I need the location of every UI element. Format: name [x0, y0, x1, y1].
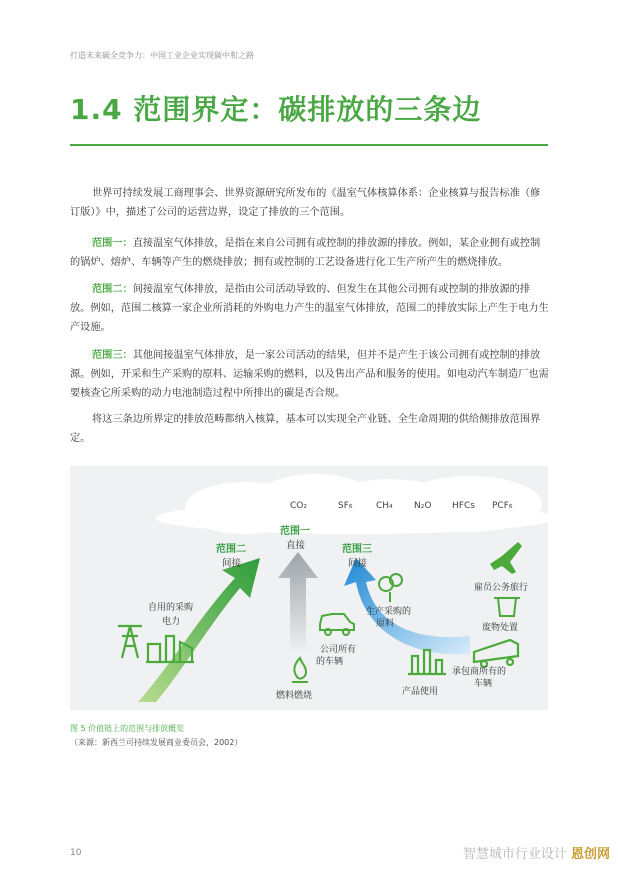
- item-purchased-materials-line1: 生产采购的: [366, 607, 412, 617]
- gas-n2o: N₂O: [414, 501, 432, 511]
- paragraph-intro: [70, 184, 550, 222]
- section-title: 1.4 范围界定：碳排放的三条边: [70, 93, 482, 126]
- value-chain-figure: [70, 466, 548, 710]
- watermark-text: 智慧城市行业设计: [462, 847, 567, 862]
- page-number: 10: [70, 848, 82, 858]
- item-business-travel: 雇员公务旅行: [474, 583, 529, 593]
- truck-icon: [474, 640, 518, 667]
- scope2-arrow: [138, 558, 260, 702]
- fig-scope3-label: 范围三: [342, 544, 372, 555]
- gas-pcf6: PCF₆: [492, 501, 513, 511]
- flame-icon: [292, 658, 308, 682]
- figure-caption-source: （来源：新西兰可持续发展商业委员会，2002）: [70, 738, 243, 747]
- item-contractor-vehicle-line2: 车辆: [474, 679, 493, 689]
- fig-scope2-label: 范围二: [216, 544, 246, 555]
- gas-hfcs: HFCs: [452, 501, 475, 511]
- scope1-arrow: [278, 552, 318, 652]
- figure-caption-title: 图 5 价值链上的范围与排放概览: [70, 724, 185, 733]
- paragraph-scope2: [70, 280, 550, 337]
- power-tower-icon: [118, 626, 142, 658]
- paragraph-scope1: [70, 234, 550, 272]
- paragraph-summary-text: 将这三条边所界定的排放范畴都纳入核算，基本可以实现全产业链、全生命周期的供给侧排放范围界定。: [70, 414, 541, 444]
- paragraph-summary: [70, 410, 550, 448]
- fig-scope2-sub: 间接: [222, 558, 242, 569]
- title-divider: [70, 144, 548, 146]
- item-fuel-burning: 燃料燃烧: [276, 691, 313, 701]
- item-purchased-power-line1: 自用的采购: [148, 603, 194, 613]
- scope2-label: 范围二：: [92, 284, 133, 295]
- fig-scope1-sub: 直接: [286, 540, 306, 551]
- scope1-text: 直接温室气体排放，是指在来自公司拥有或控制的排放源的排放。例如，某企业拥有或控制的锅炉、熔炉、车辆等产生的燃烧排放；拥有或控制的工艺设备进行化工生产所产生的燃烧排放。: [70, 238, 541, 268]
- fig-scope1-label: 范围一: [280, 526, 310, 537]
- value-chain-diagram: [70, 466, 548, 710]
- company-vehicle-icon: [320, 614, 354, 635]
- item-purchased-power-line2: 电力: [162, 617, 181, 627]
- gas-sf6: SF₆: [338, 501, 353, 511]
- figure-caption: [70, 722, 242, 750]
- scope1-label: 范围一：: [92, 238, 133, 249]
- scope3-label: 范围三：: [92, 350, 133, 361]
- paragraph-intro-text: 世界可持续发展工商理事会、世界资源研究所发布的《温室气体核算体系：企业核算与报告标准（修订版）》中，描述了公司的运营边界，设定了排放的三个范围。: [70, 188, 541, 218]
- item-company-vehicle-line2: 的车辆: [316, 657, 344, 667]
- paragraph-scope3: [70, 346, 550, 403]
- tree-icon: [379, 574, 402, 602]
- item-waste: 废物处置: [482, 623, 519, 633]
- scope2-text: 间接温室气体排放，是指由公司活动导致的、但发生在其他公司拥有或控制的排放源的排放。例如，范围二核算一家企业所消耗的外购电力产生的温室气体排放，范围二的排放实际上产生于电力生产设施。: [70, 284, 549, 333]
- watermark: [463, 843, 610, 862]
- item-purchased-materials-line2: 原料: [376, 619, 395, 629]
- gas-co2: CO₂: [290, 501, 307, 511]
- watermark-brand: 恩创网: [570, 847, 610, 862]
- gas-ch4: CH₄: [376, 501, 393, 511]
- fig-scope3-sub: 间接: [348, 558, 368, 569]
- item-contractor-vehicle-line1: 承包商所有的: [452, 667, 507, 677]
- scope3-text: 其他间接温室气体排放，是一家公司活动的结果，但并不是产生于该公司拥有或控制的排放源。例如，开采和生产采购的原料、运输采购的燃料，以及售出产品和服务的使用。如电动汽车制造厂也需要核查它所采购的动力电池制造过程中所排出的碳是否合规。: [70, 350, 549, 399]
- airplane-icon: [490, 542, 522, 574]
- product-use-icon: [408, 650, 446, 674]
- item-product-use: 产品使用: [402, 687, 439, 697]
- item-company-vehicle-line1: 公司所有: [320, 645, 357, 655]
- trash-icon: [494, 598, 520, 616]
- running-header: 打造未来碳全竞争力：中国工业企业实现碳中和之路: [70, 51, 254, 60]
